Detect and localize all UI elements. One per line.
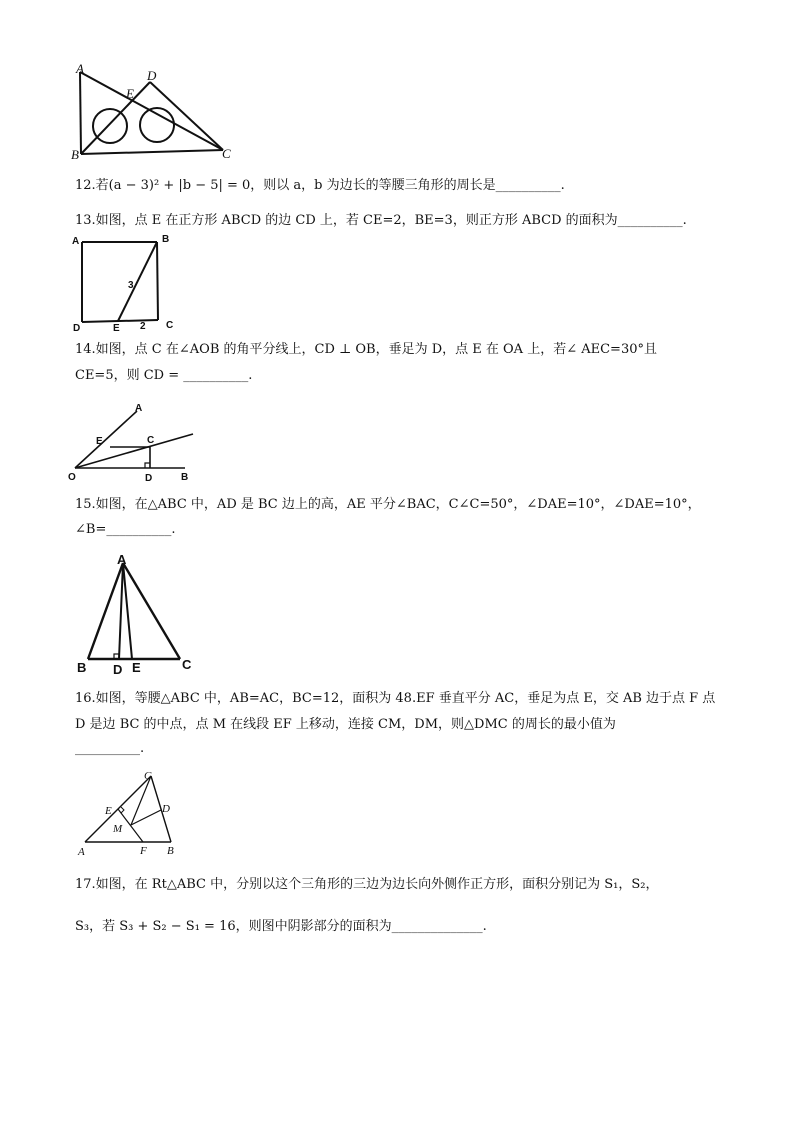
label-e: E [96, 436, 103, 447]
label-e: E [113, 323, 120, 334]
label-b: B [181, 472, 189, 483]
figure-q14 [65, 398, 205, 488]
figure-q13 [70, 230, 190, 335]
question-14-line-2: CE=5，则 CD = __________. [75, 368, 253, 383]
question-14-line-1: 14.如图，点 C 在∠AOB 的角平分线上，CD ⊥ OB，垂足为 D，点 E 在 OA 上，若∠ AEC=30°且 [75, 342, 657, 357]
label-d: D [145, 473, 153, 484]
label-e: E [105, 805, 112, 817]
label-d: D [147, 68, 157, 83]
label-a: A [76, 62, 84, 76]
label-c: C [222, 146, 231, 161]
label-d: D [162, 803, 170, 815]
figure-q16 [73, 768, 183, 860]
label-3: 3 [128, 280, 134, 291]
label-b: B [71, 147, 79, 162]
label-d: D [113, 662, 123, 677]
question-16-line-2: D 是边 BC 的中点，点 M 在线段 EF 上移动，连接 CM，DM，则△DMC 的周长的最小值为 [75, 717, 616, 732]
label-e: E [126, 86, 134, 101]
label-c: C [182, 657, 192, 672]
label-a: A [78, 846, 85, 858]
question-16-line-1: 16.如图，等腰△ABC 中，AB=AC，BC=12，面积为 48.EF 垂直平分 AC，垂足为点 E，交 AB 边于点 F 点 [75, 691, 716, 706]
label-c: C [147, 435, 155, 446]
question-16-line-3: __________. [75, 741, 145, 756]
label-d: D [73, 323, 81, 334]
label-e: E [132, 660, 141, 675]
label-m: M [113, 823, 123, 835]
label-f: F [140, 845, 147, 857]
label-c: C [166, 320, 174, 331]
figure-q15 [70, 553, 200, 678]
label-b: B [167, 845, 174, 857]
label-a: A [72, 236, 80, 247]
label-a: A [117, 553, 127, 567]
figure-q11 [68, 62, 248, 162]
label-b: B [77, 660, 87, 675]
question-17-line-1: 17.如图，在 Rt△ABC 中，分别以这个三角形的三边为边长向外侧作正方形，面积分别记为 S₁，S₂， [75, 877, 659, 892]
question-15-line-1: 15.如图，在△ABC 中，AD 是 BC 边上的高，AE 平分∠BAC，C∠C=50°，∠DAE=10°，∠DAE=10°， [75, 497, 701, 512]
question-15-line-2: ∠B=__________. [75, 522, 176, 537]
question-13: 13.如图，点 E 在正方形 ABCD 的边 CD 上，若 CE=2，BE=3，则正方形 ABCD 的面积为__________. [75, 213, 687, 228]
question-12: 12.若(a − 3)² + |b − 5| = 0，则以 a，b 为边长的等腰三角形的周长是__________. [75, 178, 565, 193]
label-b: B [162, 234, 170, 245]
question-17-line-2: S₃，若 S₃ + S₂ − S₁ = 16，则图中阴影部分的面积为______________. [75, 919, 487, 934]
label-o: O [68, 472, 76, 483]
label-c: C [144, 770, 152, 782]
label-2: 2 [140, 321, 146, 332]
label-a: A [135, 403, 143, 414]
